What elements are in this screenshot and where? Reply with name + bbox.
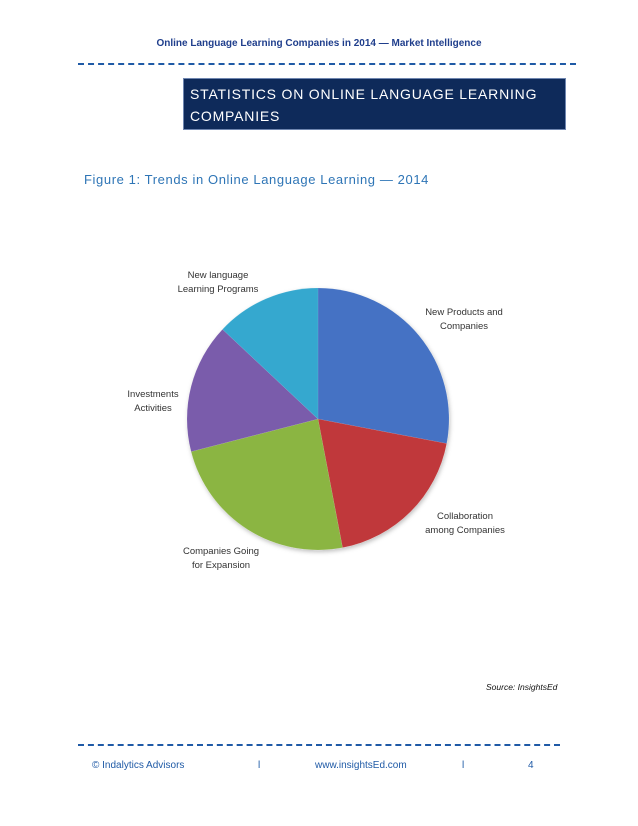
chart-source: Source: InsightsEd	[486, 682, 558, 692]
slice-label-collaboration: Collaboration among Companies	[425, 511, 505, 536]
figure-caption: Figure 1: Trends in Online Language Learning — 2014	[84, 172, 429, 187]
footer-separator: l	[462, 760, 465, 771]
footer-copyright: © Indalytics Advisors	[92, 760, 185, 771]
banner-title-line1: STATISTICS ON ONLINE LANGUAGE LEARNING	[190, 86, 538, 102]
footer-divider	[78, 744, 560, 746]
slice-label-expansion: Companies Going for Expansion	[182, 546, 260, 571]
page-number: 4	[528, 760, 534, 771]
slice-label-investments: Investments Activities	[127, 389, 179, 414]
slice-label-new-language: New language Learning Programs	[177, 270, 259, 295]
slice-label-new-products: New Products and Companies	[425, 307, 503, 332]
banner-title-line2: COMPANIES	[190, 108, 281, 124]
footer-separator: l	[258, 760, 261, 771]
running-header: Online Language Learning Companies in 2014 — Market Intelligence	[156, 38, 482, 49]
footer-website-link[interactable]: www.insightsEd.com	[315, 760, 407, 771]
